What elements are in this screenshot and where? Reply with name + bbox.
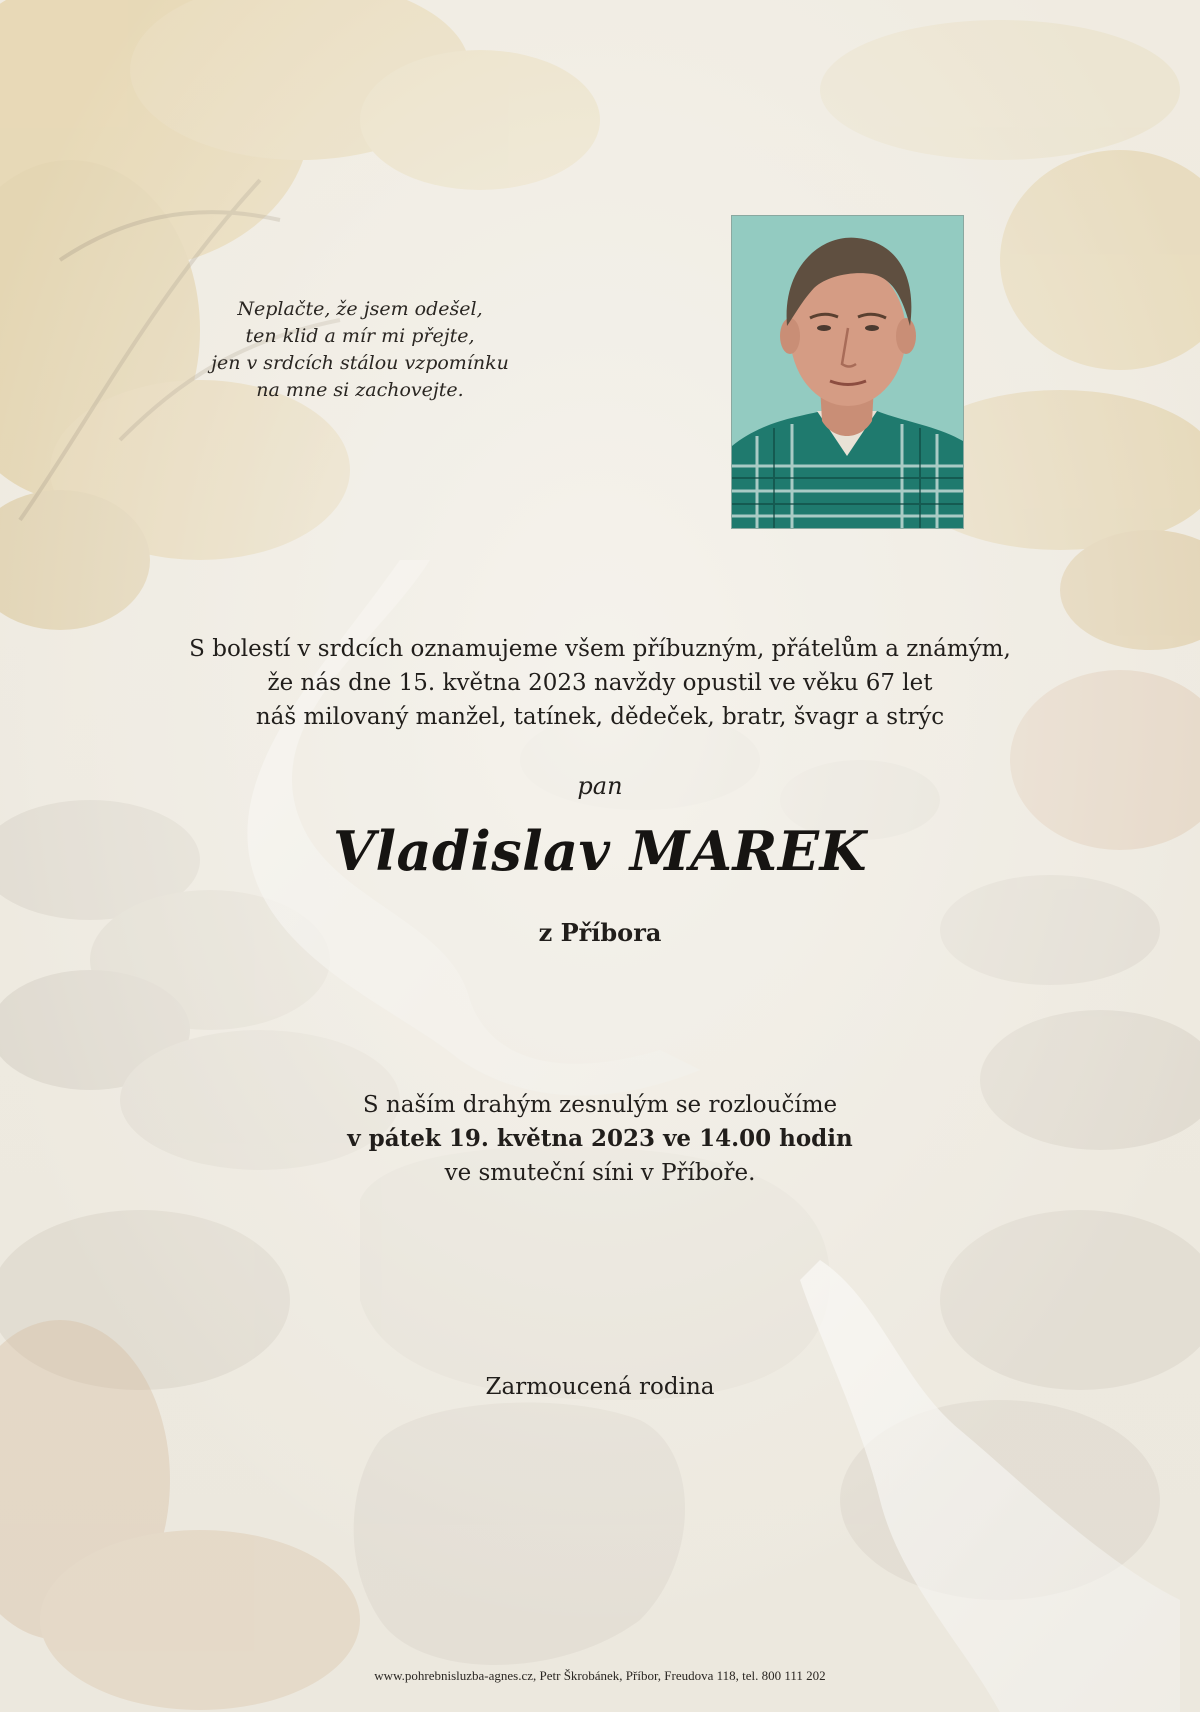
deceased-origin: z Příbora: [538, 918, 662, 947]
death-announcement: [100, 632, 1100, 734]
deceased-title: pan: [577, 772, 623, 800]
funeral-date-time: v pátek 19. května 2023 ve 14.00 hodin: [347, 1125, 853, 1152]
announcement-line: že nás dne 15. května 2023 navždy opustil ve věku 67 let: [267, 670, 933, 696]
poem-line: na mne si zachovejte.: [256, 379, 464, 401]
poem-line: ten klid a mír mi přejte,: [245, 325, 475, 347]
poem-line: Neplačte, že jsem odešel,: [237, 298, 483, 320]
family-signature: Zarmoucená rodina: [485, 1374, 715, 1400]
portrait-photo: [731, 215, 964, 529]
funeral-info: [150, 1088, 1050, 1190]
announcement-line: S bolestí v srdcích oznamujeme všem příbuzným, přátelům a známým,: [189, 636, 1011, 662]
funeral-line: S naším drahým zesnulým se rozloučíme: [362, 1092, 838, 1118]
announcement-line: náš milovaný manžel, tatínek, dědeček, bratr, švagr a strýc: [255, 704, 945, 730]
portrait-icon: [732, 216, 963, 528]
poem-line: jen v srdcích stálou vzpomínku: [211, 352, 509, 374]
deceased-name: Vladislav MAREK: [333, 819, 867, 883]
memorial-poem: [190, 296, 530, 404]
funeral-place: ve smuteční síni v Příboře.: [444, 1160, 756, 1186]
funeral-service-footer: www.pohrebnisluzba-agnes.cz, Petr Škrobánek, Příbor, Freudova 118, tel. 800 111 202: [374, 1668, 826, 1683]
